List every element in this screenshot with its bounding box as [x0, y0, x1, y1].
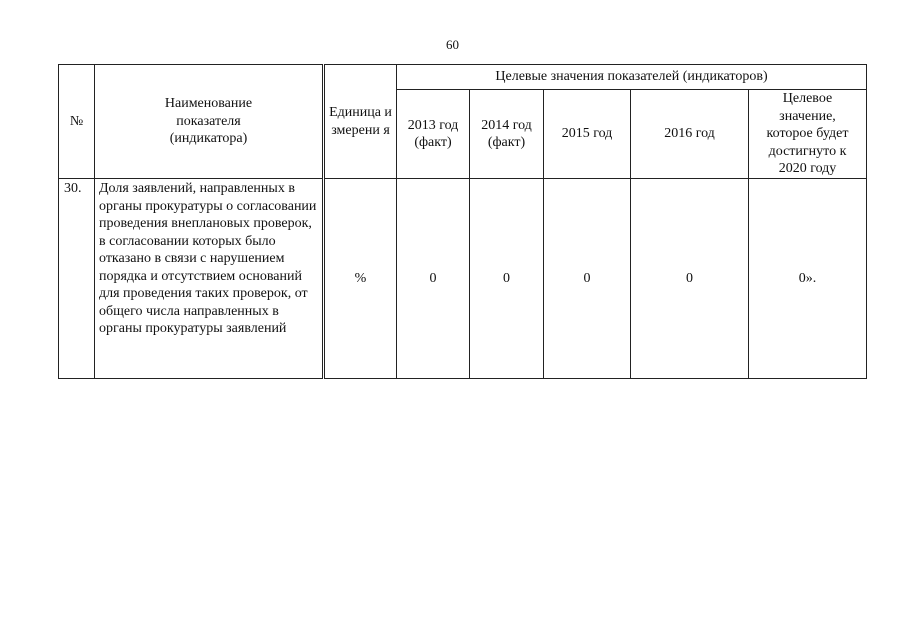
header-2016: 2016 год: [631, 90, 749, 179]
header-unit-text: Единица измерени я: [329, 105, 392, 138]
row-number: 30.: [59, 179, 95, 379]
header-name: [95, 65, 324, 179]
header-unit: [324, 65, 397, 179]
header-2014: [470, 90, 544, 179]
header-target-2020-text: Целевое значение, которое будет достигнуто к 2020 году: [766, 91, 849, 177]
indicators-table: [58, 64, 867, 379]
header-number: №: [59, 65, 95, 179]
header-2015: 2015 год: [544, 90, 631, 179]
header-target-2020: [749, 90, 867, 179]
header-2013-text: 2013 год (факт): [407, 117, 459, 150]
row-name: Доля заявлений, направленных в органы прокуратуры о согласовании проведения внеплановых проверок, в согласовании которых было отказано в связи с нарушением порядка и отсутствием оснований для проведения таких проверок, от общего числа направленных в органы прокуратуры заявлений: [95, 179, 324, 379]
row-value-2015: 0: [544, 179, 631, 379]
header-row-top: [59, 65, 867, 90]
header-2013: [397, 90, 470, 179]
row-value-2016: 0: [631, 179, 749, 379]
header-targets-group: Целевые значения показателей (индикаторов): [397, 65, 867, 90]
table-row: [59, 179, 867, 379]
header-name-text: Наименование показателя (индикатора): [164, 96, 253, 147]
row-value-2014: 0: [470, 179, 544, 379]
row-value-target-2020: 0».: [749, 179, 867, 379]
header-2014-text: 2014 год (факт): [481, 117, 532, 150]
page-number: 60: [446, 37, 459, 52]
row-unit: %: [324, 179, 397, 379]
row-value-2013: 0: [397, 179, 470, 379]
